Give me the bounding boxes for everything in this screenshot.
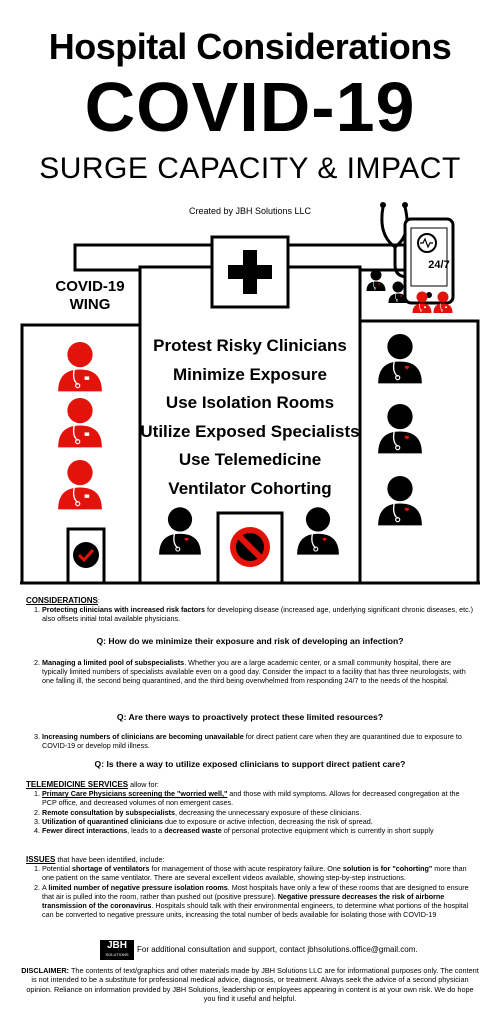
badge-24-7: 24/7	[428, 259, 450, 271]
considerations-item-2	[26, 658, 474, 686]
action-item: Use Isolation Rooms	[165, 393, 335, 412]
jbh-logo: JBH SOLUTIONS	[100, 940, 134, 960]
title-line-3: SURGE CAPACITY & IMPACT	[39, 152, 461, 185]
list-item: 3. Utilization of quarantined clinicians due to exposure or active infection, decreasing the risk of spread.	[42, 817, 474, 826]
action-item: Minimize Exposure	[173, 364, 327, 384]
action-item: Protest Risky Clinicians	[153, 336, 347, 355]
title-line-2: COVID-19	[84, 68, 416, 146]
list-item: 3. Increasing numbers of clinicians are becoming unavailable for direct patient care when they are quarantined due to exposure to COVID-19 or develop mild illness.	[42, 732, 474, 750]
list-item: 2. Managing a limited pool of subspecialists. Whether you are a large academic center, or a small community hospital, there are typically limited numbers of specialists available even on a good day. Consider the impact to a facility that has three neurologists, with one falling ill, the second being quarantined, and the third being overwhelmed from responding 24/7 to the needs of the hospital.	[42, 658, 474, 686]
telemedicine-section: TELEMEDICINE SERVICES allow for: 1. Primary Care Physicians screening the "worried well," and those with mild symptoms. Allows for decreased congregation at the PCP office, and decreased volumes of non emergent cases. 2. Remote consultation by subspecialists, decreasing the unnecessary exposure of these clinicians. 3. Utilization of quarantined clinicians due to exposure or active infection, decreasing the risk of spread. 4. Fewer direct interactions, leads to a decreased waste of personal protective equipment which is currently in short supply	[26, 780, 474, 835]
question-2: Q: Are there ways to proactively protect these limited resources?	[116, 712, 384, 722]
list-item: 4. Fewer direct interactions, leads to a decreased waste of personal protective equipment which is currently in short supply	[42, 826, 474, 835]
title-line-1: Hospital Considerations	[48, 26, 452, 67]
telemedicine-heading: TELEMEDICINE SERVICES	[26, 780, 129, 789]
question-3: Q: Is there a way to utilize exposed clinicians to support direct patient care?	[94, 759, 406, 769]
issues-section: ISSUES that have been identified, include: 1. Potential shortage of ventilators for management of those with acute respiratory failure. One solution is for "cohorting" more than one patient on the same ventilator. There are several excellent videos available, showing step-by-step instructions. 2. A limited number of negative pressure isolation rooms. Most hospitals have only a few of these rooms that are designed to ensure that air is pulled into the room, rather than pushed out (positive pressure). Negative pressure decreases the risk of airborne transmission of the coronavirus. Hospitals should talk with their environmental engineers, to determine what portions of the hospital can be converted to negative pressure units, increasing the total number of beds available for isolating those with COVID-19	[26, 855, 474, 919]
list-item: 2. Remote consultation by subspecialists, decreasing the unnecessary exposure of these clinicians.	[42, 808, 474, 817]
wing-label-line-1: COVID-19	[55, 278, 125, 295]
wing-label-line-2: WING	[69, 296, 111, 313]
contact-text: For additional consultation and support, contact jbhsolutions.office@gmail.com.	[137, 945, 418, 954]
covid-wing-label	[50, 278, 130, 314]
considerations-item-3	[26, 732, 474, 750]
issues-heading: ISSUES	[26, 855, 56, 864]
list-item: 1. Protecting clinicians with increased risk factors for developing disease (increased age, underlying significant chronic diseases, etc.) also offsets initial total available physicians.	[42, 605, 474, 623]
disclaimer: DISCLAIMER: The contents of text/graphics and other materials made by JBH Solutions LLC are for informational purposes only. The content is not intended to be a substitute for professional medical advice, diagnosis, or treatment. Always seek the advice of a second physician opinion. Reliance on information provided by JBH Solutions, leadership or employees appearing in content is at your own risk. We do hope you find it useful and helpful.	[21, 966, 479, 1003]
action-item: Utilize Exposed Specialists	[140, 421, 360, 441]
action-list	[140, 332, 360, 503]
considerations-heading: CONSIDERATIONS	[26, 596, 98, 605]
question-1: Q: How do we minimize their exposure and risk of developing an infection?	[96, 636, 404, 646]
credit-line: Created by JBH Solutions LLC	[188, 206, 312, 216]
list-item: 1. Potential shortage of ventilators for management of those with acute respiratory failure. One solution is for "cohorting" more than one patient on the same ventilator. There are several excellent videos available, showing step-by-step instructions.	[42, 864, 474, 882]
action-item: Use Telemedicine	[178, 450, 322, 469]
action-item: Ventilator Cohorting	[168, 478, 332, 498]
considerations-section: CONSIDERATIONS: 1. Protecting clinicians with increased risk factors for developing disease (increased age, underlying significant chronic diseases, etc.) also offsets initial total available physicians.	[26, 596, 474, 624]
list-item: 1. Primary Care Physicians screening the "worried well," and those with mild symptoms. Allows for decreased congregation at the PCP office, and decreased volumes of non emergent cases.	[42, 789, 474, 807]
list-item: 2. A limited number of negative pressure isolation rooms. Most hospitals have only a few of these rooms that are designed to ensure that air is pulled into the room, rather than pushed out (positive pressure). Negative pressure decreases the risk of airborne transmission of the coronavirus. Hospitals should talk with their environmental engineers, to determine what portions of the hospital can be converted to negative pressure units, increasing the total number of beds available for isolating those with COVID-19	[42, 883, 474, 920]
